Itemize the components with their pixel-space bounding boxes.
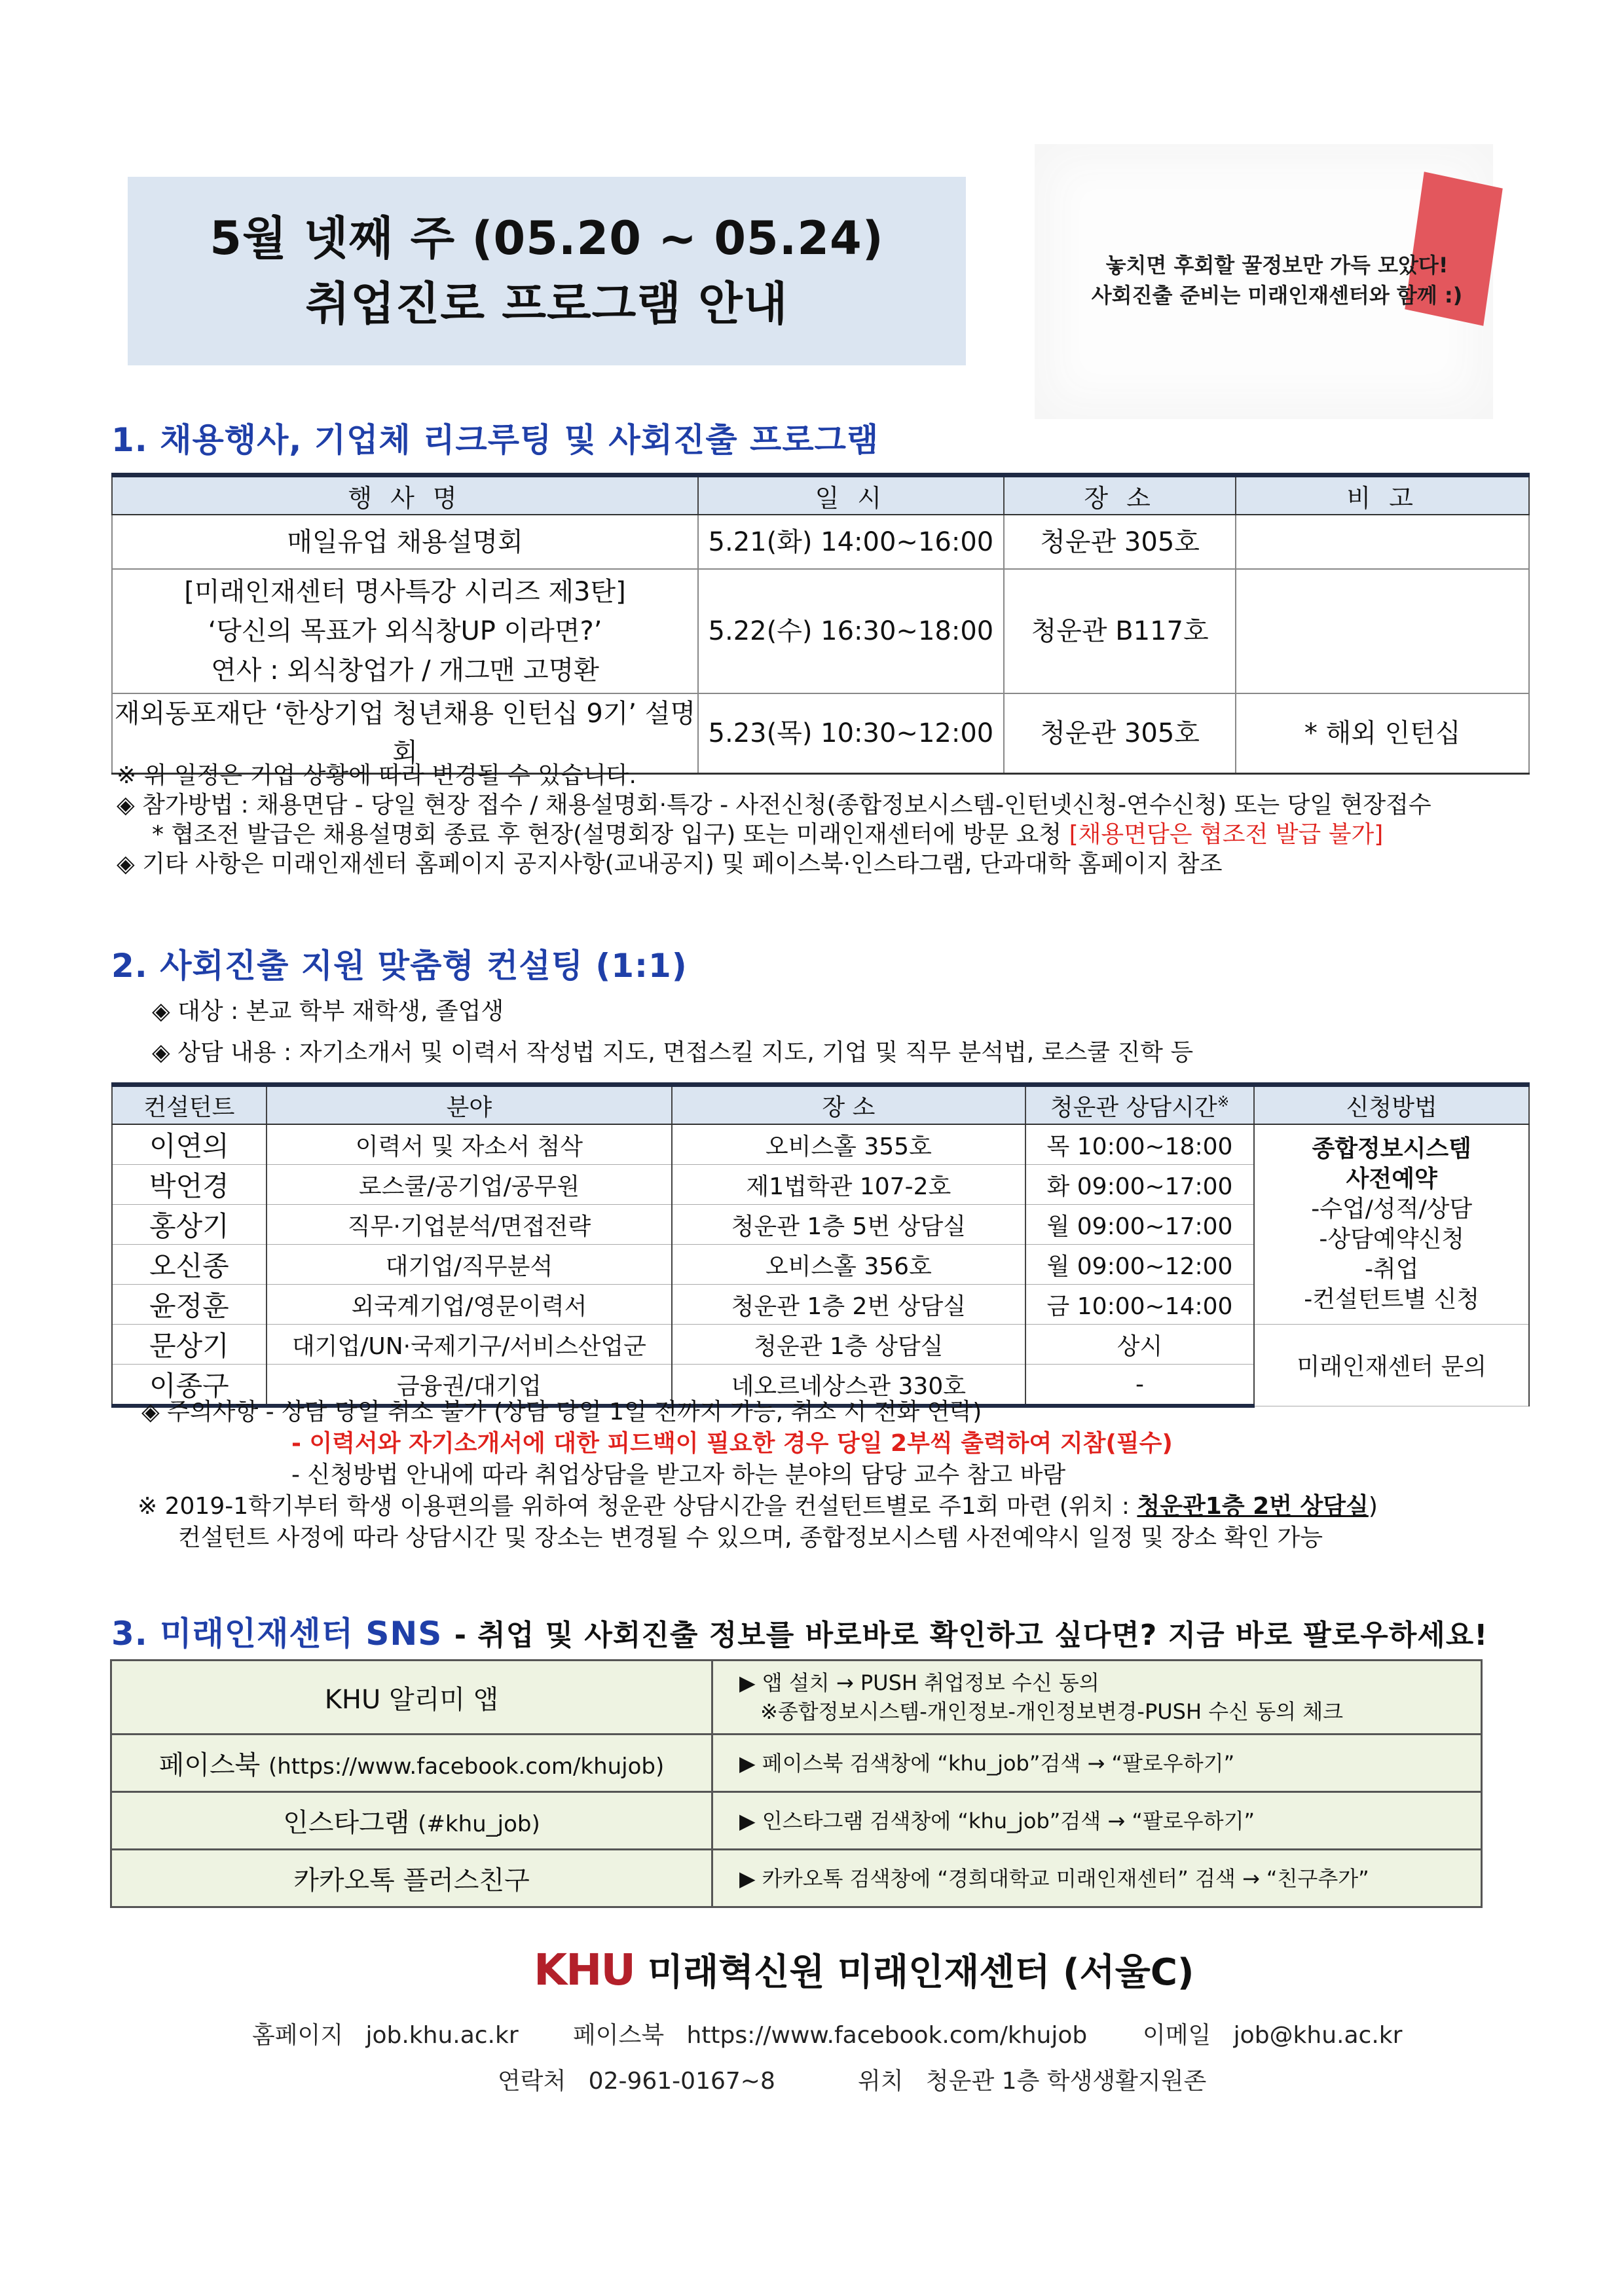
footer-location [858, 2063, 1206, 2096]
event-name-line3: 연사 : 외식창업가 / 개그맨 고명환 [211, 655, 599, 686]
method-l2: 사전예약 [1346, 1166, 1437, 1192]
consultant-field: 대기업/UN·국제기구/서비스산업군 [267, 1325, 672, 1365]
consultant-name: 박언경 [112, 1165, 267, 1205]
consulting-table [111, 1082, 1530, 1408]
title-box [128, 177, 966, 365]
event-note [1236, 569, 1529, 693]
method-l6: -컨설턴트별 신청 [1304, 1286, 1480, 1313]
footer-org: 미래혁신원 미래인재센터 (서울C) [647, 1951, 1194, 1994]
section2-heading: 2. 사회진출 지원 맞춤형 컨설팅 (1:1) [111, 947, 688, 985]
event-date: 5.22(수) 16:30~18:00 [698, 569, 1004, 693]
table-header-row [112, 475, 1529, 515]
s2-content: ◈ 상담 내용 : 자기소개서 및 이력서 작성법 지도, 면접스킬 지도, 기업 및 직무 분석법, 로스쿨 진학 등 [152, 1039, 1194, 1066]
event-note [1236, 515, 1529, 569]
s2-caution-1: ◈ 주의사항 - 상담 당일 취소 불가 (상담 당일 1일 전까지 가능, 취소 시 전화 연락) [141, 1399, 982, 1425]
sns-desc: ▶ 인스타그램 검색창에 “khu_job”검색 → “팔로우하기” [712, 1792, 1482, 1850]
consultant-time: 월 09:00~12:00 [1025, 1245, 1255, 1285]
homepage-link[interactable]: job.khu.ac.kr [365, 2022, 519, 2049]
s1-note-3 [152, 818, 1383, 851]
s1-note-3-text: * 협조전 발급은 채용설명회 종료 후 현장(설명회장 입구) 또는 미래인재센터에 방문 요청 [152, 821, 1069, 848]
promo-text [1048, 250, 1506, 310]
consultant-place: 오비스홀 356호 [672, 1245, 1025, 1285]
sns-table [110, 1659, 1483, 1908]
s2-caution-4-location: 청운관1층 2번 상담실 [1137, 1493, 1369, 1520]
s1-note-4: ◈ 기타 사항은 미래인재센터 홈페이지 공지사항(교내공지) 및 페이스북·인스타그램, 단과대학 홈페이지 참조 [117, 851, 1223, 877]
s1-note-2: ◈ 참가방법 : 채용면담 - 당일 현장 접수 / 채용설명회·특강 - 사전신청(종합정보시스템-인턴넷신청-연수신청) 또는 당일 현장접수 [117, 792, 1431, 818]
sns-hashtag[interactable]: (#khu_job) [418, 1811, 540, 1837]
consultant-field: 대기업/직무분석 [267, 1245, 672, 1285]
consultant-name: 이연의 [112, 1124, 267, 1165]
s2-caution-2: - 이력서와 자기소개서에 대한 피드백이 필요한 경우 당일 2부씩 출력하여 지참(필수) [291, 1430, 1173, 1457]
consultant-field: 로스쿨/공기업/공무원 [267, 1165, 672, 1205]
col-place: 장 소 [672, 1085, 1025, 1125]
section3-title: 3. 미래인재센터 SNS [111, 1615, 443, 1653]
consultant-time: - [1025, 1365, 1255, 1406]
email-link[interactable]: job@khu.ac.kr [1233, 2022, 1403, 2049]
consultant-place: 청운관 1층 상담실 [672, 1325, 1025, 1365]
contact-number: 02-961-0167~8 [588, 2068, 775, 2095]
col-time-label: 청운관 상담시간 [1050, 1093, 1217, 1121]
consultant-name: 오신종 [112, 1245, 267, 1285]
table-row [112, 515, 1529, 569]
table-header-row [112, 1085, 1529, 1125]
footer-facebook [573, 2017, 1087, 2050]
consultant-name: 문상기 [112, 1325, 267, 1365]
table-row [111, 1661, 1482, 1735]
consultant-name: 윤정훈 [112, 1285, 267, 1325]
consultant-place: 청운관 1층 2번 상담실 [672, 1285, 1025, 1325]
sns-desc: ▶ 페이스북 검색창에 “khu_job”검색 → “팔로우하기” [712, 1735, 1482, 1792]
consultant-field: 외국계기업/영문이력서 [267, 1285, 672, 1325]
col-time-mark: ※ [1217, 1093, 1230, 1111]
table-row [111, 1850, 1482, 1907]
table-row [112, 1124, 1529, 1165]
col-method: 신청방법 [1254, 1085, 1529, 1125]
promo-line2: 사회진출 준비는 미래인재센터와 함께 :) [1091, 283, 1463, 308]
apply-method-system [1254, 1124, 1529, 1325]
col-field: 분야 [267, 1085, 672, 1125]
col-note: 비 고 [1236, 475, 1529, 515]
event-name-line2: ‘당신의 목표가 외식창UP 이라면?’ [208, 616, 602, 646]
consultant-place: 오비스홀 355호 [672, 1124, 1025, 1165]
sns-desc-line1: ▶ 앱 설치 → PUSH 취업정보 수신 동의 [739, 1670, 1099, 1695]
section1-heading: 1. 채용행사, 기업체 리크루팅 및 사회진출 프로그램 [111, 421, 879, 459]
event-date: 5.23(목) 10:30~12:00 [698, 693, 1004, 774]
col-place: 장 소 [1004, 475, 1236, 515]
s2-target: ◈ 대상 : 본교 학부 재학생, 졸업생 [152, 998, 504, 1025]
sns-desc: ▶ 카카오톡 검색창에 “경희대학교 미래인재센터” 검색 → “친구추가” [712, 1850, 1482, 1907]
consultant-name: 홍상기 [112, 1205, 267, 1245]
consultant-time: 금 10:00~14:00 [1025, 1285, 1255, 1325]
consultant-field: 이력서 및 자소서 첨삭 [267, 1124, 672, 1165]
footer-email [1143, 2017, 1402, 2050]
sns-name [111, 1792, 712, 1850]
s2-caution-4-text: ※ 2019-1학기부터 학생 이용편의를 위하여 청운관 상담시간을 컨설턴트별로 주1회 마련 (위치 : [138, 1493, 1137, 1520]
homepage-label: 홈페이지 [252, 2022, 344, 2049]
khu-logo: KHU [534, 1944, 635, 1995]
event-date: 5.21(화) 14:00~16:00 [698, 515, 1004, 569]
consultant-name: 이종구 [112, 1365, 267, 1406]
consultant-time: 목 10:00~18:00 [1025, 1124, 1255, 1165]
col-datetime: 일 시 [698, 475, 1004, 515]
consultant-place: 네오르네상스관 330호 [672, 1365, 1025, 1406]
col-time [1025, 1085, 1255, 1125]
footer-brand [534, 1943, 1194, 1996]
sns-name [111, 1735, 712, 1792]
sns-name-label: 인스타그램 [283, 1808, 410, 1838]
events-table [111, 473, 1530, 775]
footer-homepage [252, 2017, 519, 2050]
s1-note-3-warning: [채용면담은 협조전 발급 불가] [1069, 821, 1384, 848]
method-l3: -수업/성적/상담 [1311, 1196, 1473, 1222]
sns-name: KHU 알리미 앱 [111, 1661, 712, 1735]
consultant-field: 직무·기업분석/면접전략 [267, 1205, 672, 1245]
facebook-label: 페이스북 [573, 2022, 665, 2049]
title-line1: 5월 넷째 주 (05.20 ~ 05.24) [210, 211, 884, 265]
consultant-place: 청운관 1층 5번 상담실 [672, 1205, 1025, 1245]
s2-caution-3: - 신청방법 안내에 따라 취업상담을 받고자 하는 분야의 담당 교수 참고 바람 [291, 1461, 1066, 1488]
event-place: 청운관 305호 [1004, 515, 1236, 569]
table-row [112, 1325, 1529, 1365]
consultant-time: 상시 [1025, 1325, 1255, 1365]
sns-desc-line2: ※종합정보시스템-개인정보-개인정보변경-PUSH 수신 동의 체크 [760, 1699, 1344, 1724]
col-consultant: 컨설턴트 [112, 1085, 267, 1125]
sns-url[interactable]: (https://www.facebook.com/khujob) [268, 1753, 665, 1780]
location-label: 위치 [858, 2068, 904, 2095]
table-row [112, 569, 1529, 693]
sns-desc [712, 1661, 1482, 1735]
event-note: * 해외 인턴십 [1236, 693, 1529, 774]
consultant-place: 제1법학관 107-2호 [672, 1165, 1025, 1205]
event-name-line1: [미래인재센터 명사특강 시리즈 제3탄] [184, 577, 626, 607]
s1-note-1: ※ 위 일정은 기업 상황에 따라 변경될 수 있습니다. [117, 762, 637, 789]
consultant-time: 화 09:00~17:00 [1025, 1165, 1255, 1205]
apply-method-office: 미래인재센터 문의 [1254, 1325, 1529, 1406]
s2-caution-5: 컨설턴트 사정에 따라 상담시간 및 장소는 변경될 수 있으며, 종합정보시스템 사전예약시 일정 및 장소 확인 가능 [178, 1524, 1323, 1551]
method-l1: 종합정보시스템 [1312, 1135, 1471, 1162]
method-l5: -취업 [1364, 1256, 1419, 1283]
footer-contact [498, 2063, 775, 2096]
consultant-field: 금융권/대기업 [267, 1365, 672, 1406]
event-place: 청운관 B117호 [1004, 569, 1236, 693]
section3-heading [111, 1607, 1488, 1655]
location-text: 청운관 1층 학생생활지원존 [925, 2068, 1207, 2095]
event-place: 청운관 305호 [1004, 693, 1236, 774]
s2-caution-4 [138, 1490, 1378, 1523]
event-name: 매일유업 채용설명회 [112, 515, 698, 569]
event-name [112, 569, 698, 693]
promo-line1: 놓치면 후회할 꿀정보만 가득 모았다! [1105, 253, 1449, 278]
col-event-name: 행 사 명 [112, 475, 698, 515]
method-l4: -상담예약신청 [1319, 1226, 1465, 1253]
event-name: 재외동포재단 ‘한상기업 청년채용 인턴십 9기’ 설명회 [112, 693, 698, 774]
title-line2: 취업진로 프로그램 안내 [305, 277, 788, 331]
sns-name: 카카오톡 플러스친구 [111, 1850, 712, 1907]
contact-label: 연락처 [498, 2068, 566, 2095]
consultant-time: 월 09:00~17:00 [1025, 1205, 1255, 1245]
section3-subtitle: - 취업 및 사회진출 정보를 바로바로 확인하고 싶다면? 지금 바로 팔로우하세요! [454, 1619, 1488, 1652]
table-row [111, 1735, 1482, 1792]
s2-caution-4-close: ) [1368, 1493, 1378, 1520]
table-row [111, 1792, 1482, 1850]
sns-name-label: 페이스북 [158, 1750, 261, 1780]
facebook-link[interactable]: https://www.facebook.com/khujob [686, 2022, 1088, 2049]
email-label: 이메일 [1143, 2022, 1211, 2049]
